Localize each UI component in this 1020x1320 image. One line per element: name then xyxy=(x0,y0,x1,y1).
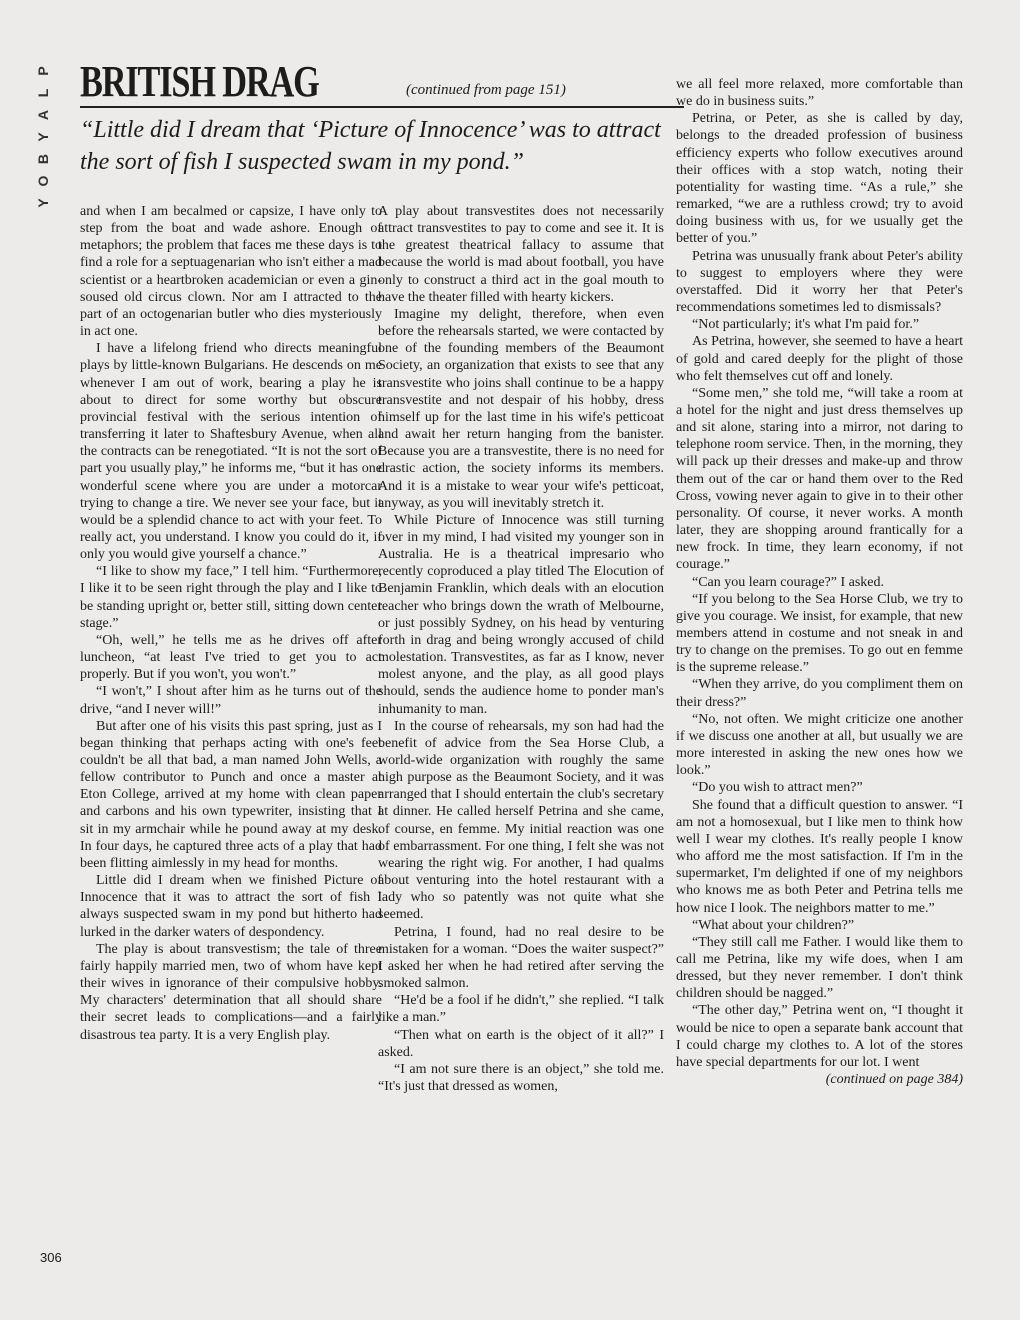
masthead-letter: A xyxy=(35,109,51,121)
paragraph: “The other day,” Petrina went on, “I thought it would be nice to open a separate bank account that I could charge my clothes to. A lot of the stores have special departments for our lot. I went xyxy=(676,1003,963,1070)
continued-from-note: (continued from page 151) xyxy=(406,82,566,98)
magazine-page xyxy=(26,0,994,1320)
column-3 xyxy=(676,76,963,1088)
column-2 xyxy=(378,203,664,1095)
paragraph: I have a lifelong friend who directs meaningful plays by little-known Bulgarians. He descends on me whenever I am out of work, bearing a play he is about to direct for some worthy but obscure provincial festival with the serious intention of transferring it later to Shaftesbury Avenue, when all the contracts can be renegotiated. “It is not the sort of part you usually play,” he informs me, “but it has one wonderful scene where you are under a motorcar trying to change a tire. We never see your face, but it would be a splendid chance to act with your feet. To really act, you understand. I know you could do it, if only you would give yourself a chance.” xyxy=(80,341,382,563)
paragraph: “No, not often. We might criticize one another if we discuss one another at all, but usually we are more interested in asking the new ones how we look.” xyxy=(676,711,963,779)
paragraph: Imagine my delight, therefore, when even before the rehearsals started, we were contacted by one of the founding members of the Beaumont Society, an organization that exists to see that any transvestite who joins shall continue to be a happy transvestite and not despair of his hobby, dress himself up for the last time in his wife's petticoat and await her return hanging from the banister. Because you are a transvestite, there is no need for drastic action, the society informs its members. And it is a mistake to wear your wife's petticoat, anyway, as you will inevitably stretch it. xyxy=(378,306,664,511)
column-1 xyxy=(80,203,382,1044)
paragraph: “What about your children?” xyxy=(692,917,855,933)
paragraph: “I like to show my face,” I tell him. “Furthermore, I like it to be seen right through the play and I like to be standing upright or, better still, sitting down center stage.” xyxy=(80,564,382,631)
paragraph: The play is about transvestism; the tale of three fairly happily married men, two of whom have kept their wives in ignorance of their compulsive hobby. My characters' determination that all should share their secret leads to complications—and a fairly disastrous tea party. It is a very English play. xyxy=(80,941,382,1043)
masthead-letter: B xyxy=(35,153,51,165)
masthead-letter: O xyxy=(35,175,51,187)
paragraph: Petrina, or Peter, as she is called by day, belongs to the dreaded profession of business efficiency experts who follow executives around their offices with a stop watch, noting their potentiality for wasting time. “As a rule,” she remarked, “we are a ruthless crowd; try to avoid doing business with us, for we usually get the better of you.” xyxy=(676,111,963,247)
paragraph: and when I am becalmed or capsize, I have only to step from the boat and wade ashore. Enough of metaphors; the problem that faces me these days is to find a role for a septuagenarian who isn't either a mad scientist or a heartbroken academician or even a gin-soused old circus clown. Nor am I attracted to the part of an octogenarian butler who dies mysteriously in act one. xyxy=(80,204,382,340)
paragraph: Little did I dream when we finished Picture of Innocence that it was to attract the sort of fish I always suspected swam in my pond but hitherto had lurked in the darker waters of despondency. xyxy=(80,873,382,940)
paragraph: “If you belong to the Sea Horse Club, we try to give you courage. We insist, for example, that new members attend in costume and not sneak in and try to change on the premises. To go out en femme is the supreme release.” xyxy=(676,591,963,676)
header-rule xyxy=(80,106,684,108)
paragraph: “When they arrive, do you compliment them on their dress?” xyxy=(676,677,963,710)
masthead-letter: Y xyxy=(35,132,51,142)
paragraph: “They still call me Father. I would like them to call me Petrina, like my wife does, when I am dressed, but they never remember. I don't think children should be nagged.” xyxy=(676,934,963,1002)
paragraph: As Petrina, however, she seemed to have a heart of gold and cared deeply for the plight of those who felt themselves cut off and lonely. xyxy=(676,334,963,384)
paragraph: “I won't,” I shout after him as he turns out of the drive, “and I never will!” xyxy=(80,684,382,717)
paragraph: A play about transvestites does not necessarily attract transvestites to pay to come and see it. It is the greatest theatrical fallacy to assume that because the world is mad about football, you have only to construct a third act in the goal mouth to have the theater filled with hearty kickers. xyxy=(378,204,664,305)
paragraph: Petrina was unusually frank about Peter's ability to suggest to employers where they were overstaffed. Did it worry her that Peter's recommendations sometimes led to dismissals? xyxy=(676,248,963,316)
paragraph: “Some men,” she told me, “will take a room at a hotel for the night and just dress themselves up and sit alone, staring into a mirror, not daring to telephone room service. Then, in the morning, they will pack up their dresses and make-up and throw them out of the car or hand them over to the Red Cross, vowing never again to give in to their other personality. Of course, it never works. A month later, they are shopping around frantically for a new frock. In time, they learn economy, if not courage.” xyxy=(676,385,963,573)
pull-quote: “Little did I dream that ‘Picture of Innocence’ was to attract the sort of fish I suspected swam in my pond.” xyxy=(80,117,661,175)
paragraph: “Not particularly; it's what I'm paid for.” xyxy=(692,317,920,333)
continued-on-note: (continued on page 384) xyxy=(825,1072,963,1088)
paragraph: Petrina, I found, had no real desire to be mistaken for a woman. “Does the waiter suspect?” I asked her when he had retired after serving the smoked salmon. xyxy=(378,924,664,992)
paragraph: we all feel more relaxed, more comfortable than we do in business suits.” xyxy=(676,77,963,110)
article-title: BRITISH DRAG xyxy=(80,57,319,106)
paragraph: “Can you learn courage?” I asked. xyxy=(692,574,885,590)
masthead-letter: Y xyxy=(35,198,51,208)
masthead-letter: P xyxy=(35,66,51,76)
paragraph: “Oh, well,” he tells me as he drives off after luncheon, “at least I've tried to get you to act properly. But if you won't, you won't.” xyxy=(80,632,382,683)
page-number: 306 xyxy=(40,1250,62,1265)
paragraph: But after one of his visits this past spring, just as I began thinking that perhaps acting with one's feet couldn't be all that bad, a man named John Wells, a fellow contributor to Punch and once a master at Eton College, arrived at my home with clean paper and carbons and his own typewriter, insisting that I sit in my armchair while he pound away at my desk. In four days, he captured three acts of a play that had been flitting aimlessly in my head for months. xyxy=(80,718,382,871)
paragraph: “Then what on earth is the object of it all?” I asked. xyxy=(378,1027,664,1060)
paragraph: She found that a difficult question to answer. “I am not a homosexual, but I like men to think how well I wear my clothes. It's really people I know who afford me the most satisfaction. If I'm in the supermarket, I'm delighted if one of my neighbors who knows me as both Peter and Petrina tells me how nice I look. The neighbors matter to me.” xyxy=(676,797,963,916)
masthead-vertical xyxy=(30,60,56,214)
masthead-letter: L xyxy=(35,88,51,98)
paragraph: “I am not sure there is an object,” she told me. “It's just that dressed as women, xyxy=(378,1061,664,1094)
article-header xyxy=(80,58,680,108)
paragraph: In the course of rehearsals, my son had had the benefit of advice from the Sea Horse Club, a world-wide organization with roughly the same high purpose as the Beaumont Society, and it was arranged that I should entertain the club's secretary at dinner. He called herself Petrina and she came, of course, en femme. My initial reaction was one of embarrassment. For one thing, I felt she was not wearing the right wig. For another, I had qualms about venturing into the hotel restaurant with a lady who so patently was not quite what she seemed. xyxy=(378,718,664,923)
paragraph: While Picture of Innocence was still turning over in my mind, I had visited my younger son in Australia. He is a theatrical impresario who recently coproduced a play titled The Elocution of Benjamin Franklin, which deals with an elocution teacher who brings down the wrath of Melbourne, or just possibly Sydney, on his head by venturing forth in drag and being wrongly accused of child molestation. Transvestites, as far as I know, never molest anyone, and the play, as all good plays should, sends the audience home to ponder man's inhumanity to man. xyxy=(378,512,664,717)
paragraph: “Do you wish to attract men?” xyxy=(692,780,863,796)
paragraph: “He'd be a fool if he didn't,” she replied. “I talk like a man.” xyxy=(378,993,664,1026)
